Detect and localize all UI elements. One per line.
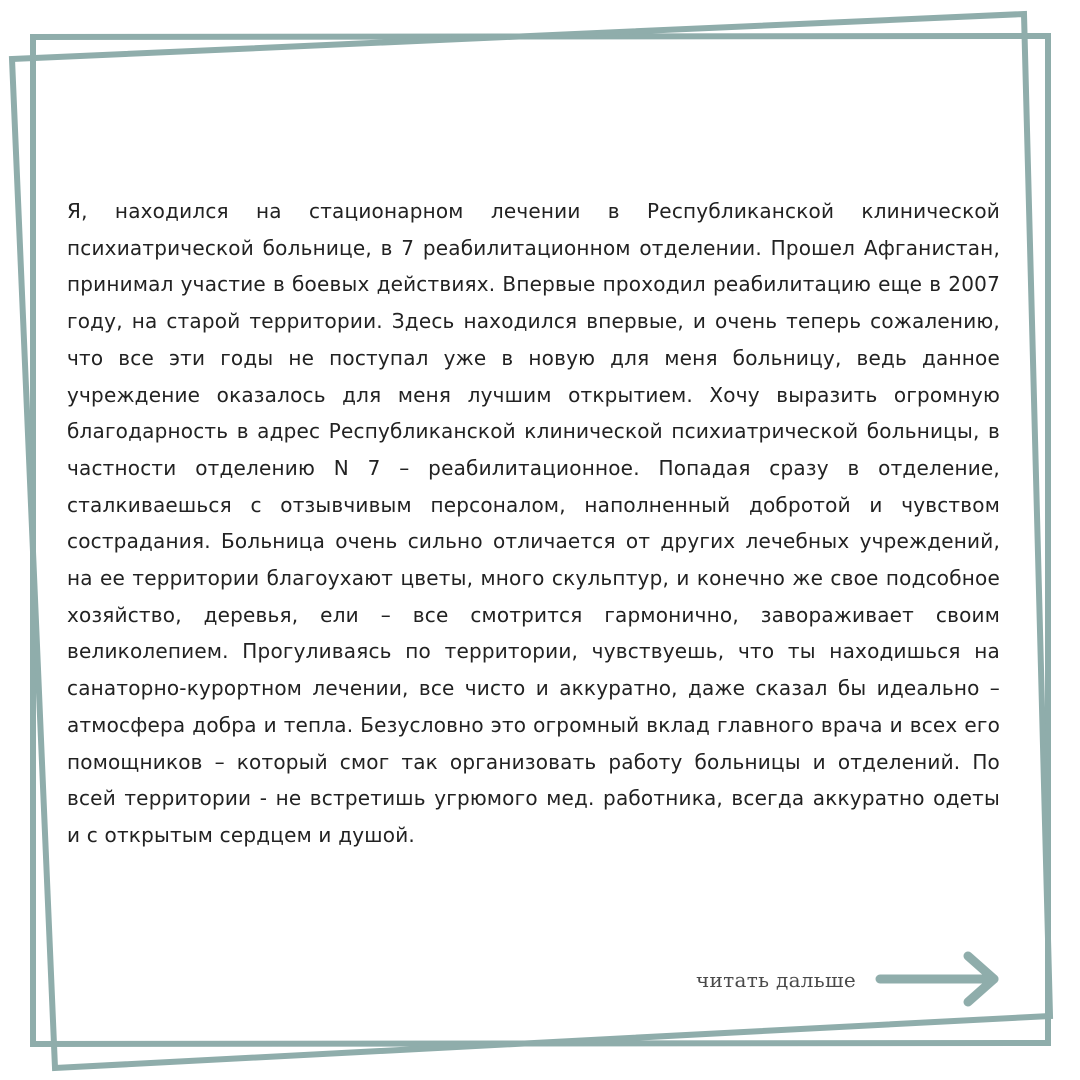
read-more-label: читать дальше [696, 968, 857, 992]
read-more-link[interactable] [696, 958, 1004, 1002]
letter-text: Я, находился на стационарном лечении в Республиканской клинической психиатрической больнице, в 7 реабилитационном отделении. Прошел Афганистан, принимал участие в боевых действиях. Впервые проходил реабилитацию еще в 2007 году, на старой территории. Здесь находился впервые, и очень теперь сожалению, что все эти годы не поступал уже в новую для меня больницу, ведь данное учреждение оказалось для меня лучшим открытием. Хочу выразить огромную благодарность в адрес Республиканской клинической психиатрической больницы, в частности отделению N 7 – реабилитационное. Попадая сразу в отделение, сталкиваешься с отзывчивым персоналом, наполненный добротой и чувством сострадания. Больница очень сильно отличается от других лечебных учреждений, на ее территории благоухают цветы, много скульптур, и конечно же свое подсобное хозяйство, деревья, ели – все смотрится гармонично, завораживает своим великолепием. Прогуливаясь по территории, чувствуешь, что ты находишься на санаторно-курортном лечении, все чисто и аккуратно, даже сказал бы идеально – атмосфера добра и тепла. Безусловно это огромный вклад главного врача и всех его помощников – который смог так организовать работу больницы и отделений. По всей территории - не встретишь угрюмого мед. работника, всегда аккуратно одеты и с открытым сердцем и душой. [67, 199, 1000, 847]
arrow-right-icon [870, 950, 1004, 1010]
